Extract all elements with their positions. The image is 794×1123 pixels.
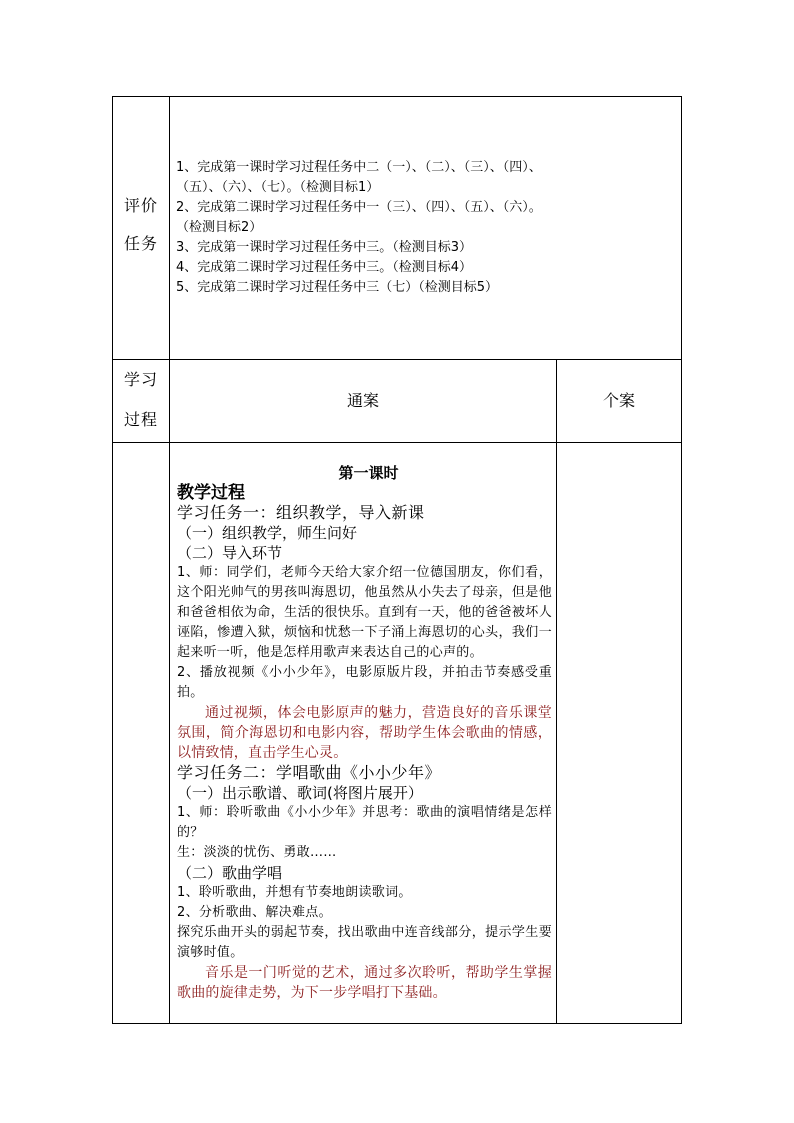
table-border-bottom: [112, 1023, 682, 1024]
table-divider-header-body: [112, 442, 682, 443]
evaluation-task-list: [176, 158, 678, 298]
task2-paragraph: 生：淡淡的忧伤、勇敢……: [177, 845, 337, 860]
task2-subheading: （一）出示歌谱、歌词(将图片展开）: [177, 784, 423, 802]
evaluation-item: （五）、（六）、（七）。（检测目标1）: [176, 180, 380, 195]
lesson-content: [177, 463, 552, 1003]
evaluation-item: 1、完成第一课时学习过程任务中二（一）、（二）、（三）、（四）、: [176, 160, 542, 175]
table-border-top: [112, 96, 682, 97]
task1-paragraph: 1、师：同学们，老师今天给大家介绍一位德国朋友，你们看，这个阳光帅气的男孩叫海恩切，他虽然从小失去了母亲，但是他和爸爸相依为命，生活的很快乐。直到有一天，他的爸爸被坏人诬陷，惨遭入狱，烦恼和忧愁一下子涌上海恩切的心头，我们一起来听一听，他是怎样用歌声来表达自己的心声的。: [177, 565, 552, 660]
evaluation-label: [113, 196, 169, 254]
section-title: 教学过程: [177, 483, 245, 503]
evaluation-label-line2: 任务: [123, 234, 158, 253]
task2-paragraph: 2、分析歌曲、解决难点。: [177, 905, 332, 920]
task2-paragraph: 1、聆听歌曲，并想有节奏地朗读歌词。: [177, 885, 412, 900]
process-label-line2: 过程: [123, 410, 158, 429]
task2-title: 学习任务二：学唱歌曲《小小少年》: [177, 763, 442, 782]
evaluation-item: 5、完成第二课时学习过程任务中三（七）（检测目标5）: [176, 280, 499, 295]
task1-paragraph: 2、播放视频《小小少年》，电影原版片段，并拍击节奏感受重拍。: [177, 665, 552, 700]
task2-paragraph: 探究乐曲开头的弱起节奏，找出歌曲中连音线部分，提示学生要演够时值。: [177, 925, 552, 960]
task1-subheading: （一）组织教学，师生问好: [177, 524, 358, 542]
table-divider-eval-process: [112, 359, 682, 360]
evaluation-item: 4、完成第二课时学习过程任务中三。（检测目标4）: [176, 260, 473, 275]
task1-title: 学习任务一：组织教学，导入新课: [177, 503, 425, 522]
evaluation-label-line1: 评价: [123, 196, 158, 215]
process-label: [113, 370, 169, 430]
task2-design-note: 音乐是一门听觉的艺术，通过多次聆听，帮助学生掌握歌曲的旋律走势，为下一步学唱打下基础。: [177, 965, 552, 1001]
evaluation-item: （检测目标2）: [176, 220, 263, 235]
task2-subheading: （二）歌曲学唱: [177, 864, 283, 882]
process-label-line1: 学习: [123, 370, 158, 389]
task2-paragraph: 1、师：聆听歌曲《小小少年》并思考：歌曲的演唱情绪是怎样的？: [177, 805, 552, 840]
evaluation-item: 2、完成第二课时学习过程任务中一（三）、（四）、（五）、（六）。: [176, 200, 542, 215]
task1-subheading: （二）导入环节: [177, 544, 283, 562]
table-divider-common-individual: [556, 359, 557, 1024]
table-divider-label-column: [169, 96, 170, 1024]
column-header-individual-plan: 个案: [602, 391, 635, 410]
column-header-common-plan: 通案: [346, 391, 379, 410]
task1-design-note: 通过视频，体会电影原声的魅力，营造良好的音乐课堂氛围，简介海恩切和电影内容，帮助学生体会歌曲的情感，以情致情，直击学生心灵。: [177, 705, 552, 761]
table-border-right: [681, 96, 682, 1024]
evaluation-item: 3、完成第一课时学习过程任务中三。（检测目标3）: [176, 240, 473, 255]
lesson-title: 第一课时: [338, 464, 399, 482]
